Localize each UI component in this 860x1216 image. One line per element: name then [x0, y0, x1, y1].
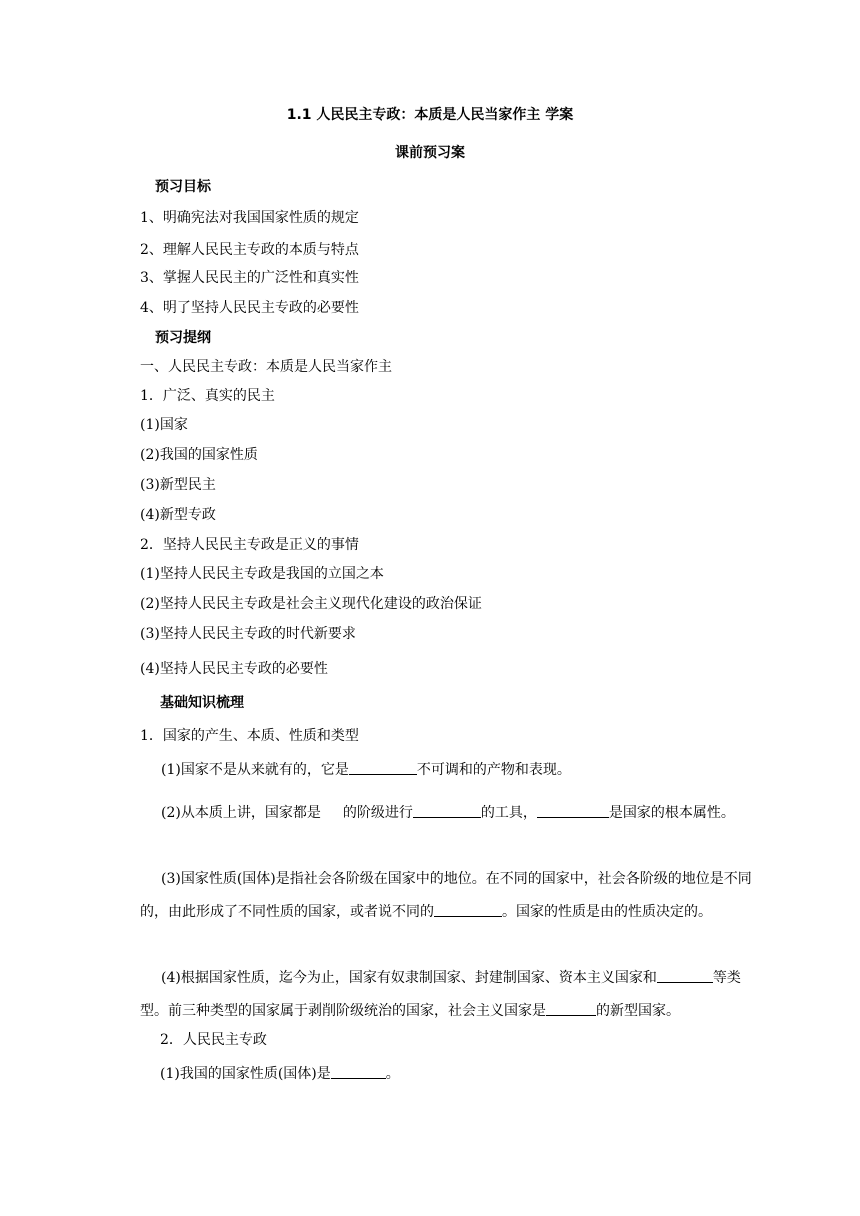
fill-paragraph-4: (4)根据国家性质，迄今为止，国家有奴隶制国家、封建制国家、资本主义国家和 等类型。前三种类型的国家属于剥削阶级统治的国家，社会主义国家是 的新型国家。	[140, 970, 741, 1019]
blank-field[interactable]	[349, 760, 417, 775]
fill-paragraph-1: (1)国家不是从来就有的，它是 不可调和的产物和表现。	[161, 762, 571, 778]
goal-item: 2、理解人民民主专政的本质与特点	[140, 242, 359, 258]
fill-paragraph-2: (2)从本质上讲，国家都是 的阶级进行 的工具， 是国家的根本属性。	[161, 805, 735, 821]
outline-item: (3)新型民主	[140, 477, 216, 493]
outline-item: (2)我国的国家性质	[140, 447, 258, 463]
outline-item: (4)坚持人民民主专政的必要性	[140, 661, 328, 677]
goal-item: 1、明确宪法对我国国家性质的规定	[140, 210, 359, 226]
blank-field[interactable]	[413, 803, 481, 818]
section-heading: 2．人民民主专政	[160, 1032, 267, 1048]
document-subtitle: 课前预习案	[395, 145, 465, 161]
section-heading: 1．国家的产生、本质、性质和类型	[140, 728, 359, 744]
knowledge-heading: 基础知识梳理	[160, 695, 244, 711]
goal-item: 4、明了坚持人民民主专政的必要性	[140, 300, 359, 316]
outline-item: 一、人民民主专政：本质是人民当家作主	[140, 359, 392, 375]
fill-paragraph-5: (1)我国的国家性质(国体)是 。	[160, 1066, 400, 1082]
blank-field[interactable]	[434, 902, 502, 917]
outline-item: (3)坚持人民民主专政的时代新要求	[140, 626, 356, 642]
outline-heading: 预习提纲	[155, 330, 211, 346]
fill-paragraph-3: (3)国家性质(国体)是指社会各阶级在国家中的地位。在不同的国家中，社会各阶级的地位是不同的，由此形成了不同性质的国家，或者说不同的 。国家的性质是由的性质决定的。	[140, 871, 752, 920]
outline-item: 2．坚持人民民主专政是正义的事情	[140, 537, 359, 553]
outline-item: (1)国家	[140, 417, 188, 433]
outline-item: (4)新型专政	[140, 507, 216, 523]
goal-item: 3、掌握人民民主的广泛性和真实性	[140, 270, 359, 286]
blank-field[interactable]	[331, 1064, 386, 1079]
blank-field[interactable]	[537, 803, 609, 818]
document-title: 1.1 人民民主专政：本质是人民当家作主 学案	[286, 107, 574, 123]
blank-field[interactable]	[546, 1001, 596, 1016]
outline-item: 1．广泛、真实的民主	[140, 388, 275, 404]
outline-item: (1)坚持人民民主专政是我国的立国之本	[140, 566, 384, 582]
goals-heading: 预习目标	[155, 179, 211, 195]
blank-field[interactable]	[657, 968, 713, 983]
outline-item: (2)坚持人民民主专政是社会主义现代化建设的政治保证	[140, 596, 482, 612]
